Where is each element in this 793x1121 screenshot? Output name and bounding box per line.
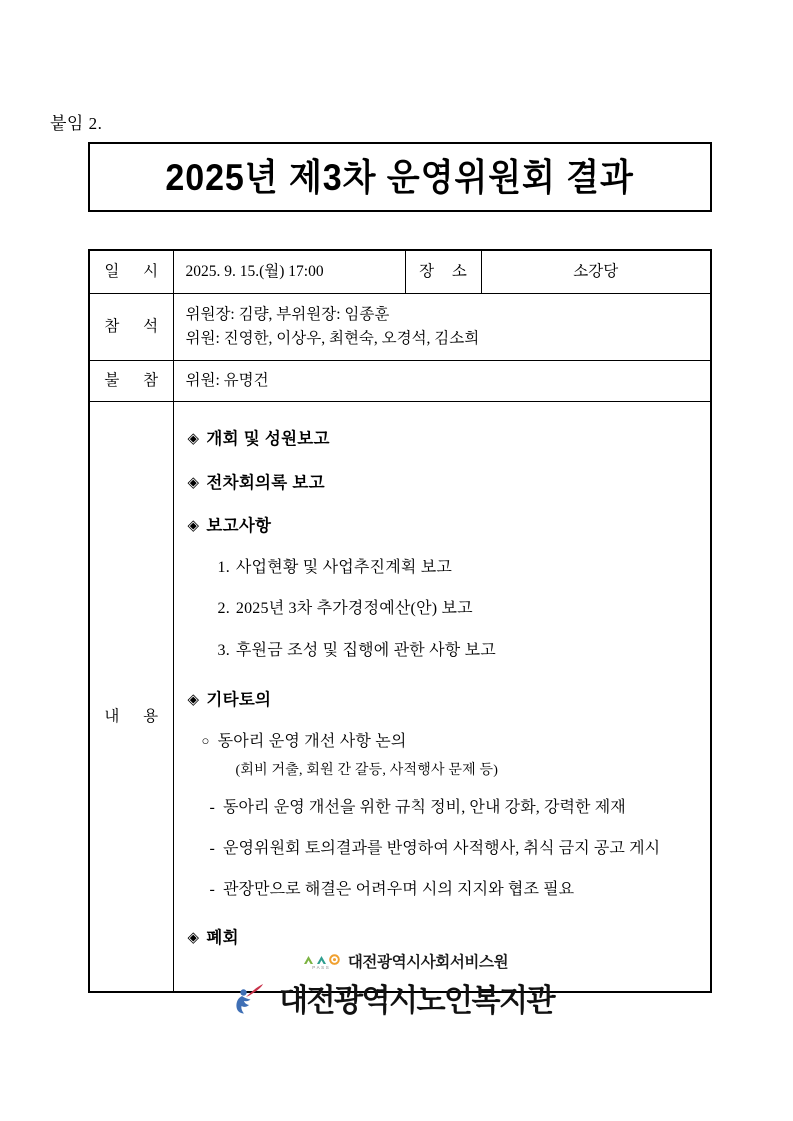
dash-bullet-icon: -	[209, 799, 215, 817]
label-place: 장 소	[405, 250, 481, 294]
welfare-center-name: 대전광역시노인복지관	[279, 983, 555, 1018]
pass-logo-icon	[303, 952, 340, 971]
report-item-text: 2025년 3차 추가경정예산(안) 보고	[235, 600, 473, 618]
table-row-datetime	[89, 250, 711, 294]
discussion-note: (회비 거출, 회원 간 갈등, 사적행사 문제 등)	[235, 763, 499, 779]
discussion-point	[210, 878, 701, 903]
label-attendance: 참 석	[89, 294, 173, 361]
value-datetime: 2025. 9. 15.(월) 17:00	[173, 250, 405, 294]
content-heading-close-label: 폐회	[206, 929, 239, 948]
label-datetime: 일 시	[89, 250, 173, 294]
title-box	[88, 142, 712, 212]
dash-bullet-icon: -	[209, 839, 215, 857]
circle-orange-icon	[329, 954, 340, 965]
dash-bullet-icon: -	[209, 880, 215, 898]
table-row-attendance	[89, 294, 711, 361]
report-item	[218, 639, 701, 664]
diamond-icon: ◈	[187, 473, 200, 491]
pass-wordmark: PASS	[312, 964, 331, 970]
chevron-green-icon	[303, 954, 314, 965]
diamond-icon: ◈	[187, 691, 200, 709]
report-item-text: 사업현황 및 사업추진계획 보고	[235, 558, 453, 576]
chevron-teal-icon	[316, 954, 327, 965]
content-heading-discussion	[188, 688, 701, 714]
discussion-point-text: 관장만으로 해결은 어려우며 시의 지지와 협조 필요	[222, 880, 575, 898]
footer-center-row	[230, 975, 562, 1020]
content-heading-minutes-label: 전차회의록 보고	[206, 473, 325, 492]
pass-glyphs	[303, 952, 340, 965]
discussion-topic	[202, 730, 701, 755]
content-heading-report-label: 보고사항	[206, 517, 272, 536]
report-item	[218, 556, 701, 581]
value-attendance	[173, 294, 711, 361]
org-name: 대전광역시사회서비스원	[347, 954, 509, 971]
content-heading-open-label: 개회 및 성원보고	[206, 429, 330, 448]
discussion-point-text: 동아리 운영 개선을 위한 규칙 정비, 안내 강화, 강력한 제재	[222, 799, 626, 817]
table-row-content	[89, 402, 711, 993]
page-title: 2025년 제3차 운영위원회 결과	[165, 156, 635, 198]
value-absence: 위원: 유명건	[173, 361, 711, 402]
label-content: 내 용	[89, 402, 173, 993]
discussion-point-text: 운영위원회 토의결과를 반영하여 사적행사, 취식 금지 공고 게시	[222, 839, 661, 857]
diamond-icon: ◈	[187, 429, 200, 447]
content-heading-close	[188, 926, 701, 952]
attendance-line-members: 위원: 진영한, 이상우, 최현숙, 오경석, 김소희	[185, 330, 480, 347]
footer-org-row	[303, 950, 508, 972]
discussion-topic-text: 동아리 운영 개선 사항 논의	[217, 732, 407, 750]
discussion-point	[210, 796, 701, 821]
diamond-icon: ◈	[187, 517, 200, 535]
report-item-index: 2.	[217, 600, 230, 618]
content-cell	[173, 402, 711, 993]
footer-logos	[0, 950, 793, 1020]
diamond-icon: ◈	[187, 929, 200, 947]
table-row-absence	[89, 361, 711, 402]
meeting-summary-table	[88, 249, 712, 993]
report-item-text: 후원금 조성 및 집행에 관한 사항 보고	[235, 642, 496, 660]
value-place: 소강당	[481, 250, 711, 294]
attachment-label: 붙임 2.	[50, 114, 103, 133]
report-item	[218, 597, 701, 622]
circle-bullet-icon: ○	[201, 732, 210, 748]
content-heading-report	[188, 514, 701, 540]
content-list	[188, 427, 701, 952]
content-heading-discussion-label: 기타토의	[206, 691, 272, 710]
label-absence: 불 참	[89, 361, 173, 402]
report-item-index: 3.	[217, 642, 230, 660]
content-heading-minutes	[188, 471, 701, 497]
report-item-index: 1.	[217, 558, 230, 576]
welfare-center-symbol-icon	[230, 978, 270, 1018]
content-heading-open	[188, 427, 701, 453]
discussion-point	[210, 837, 701, 862]
attendance-line-chairs: 위원장: 김량, 부위원장: 임종훈	[185, 305, 390, 323]
